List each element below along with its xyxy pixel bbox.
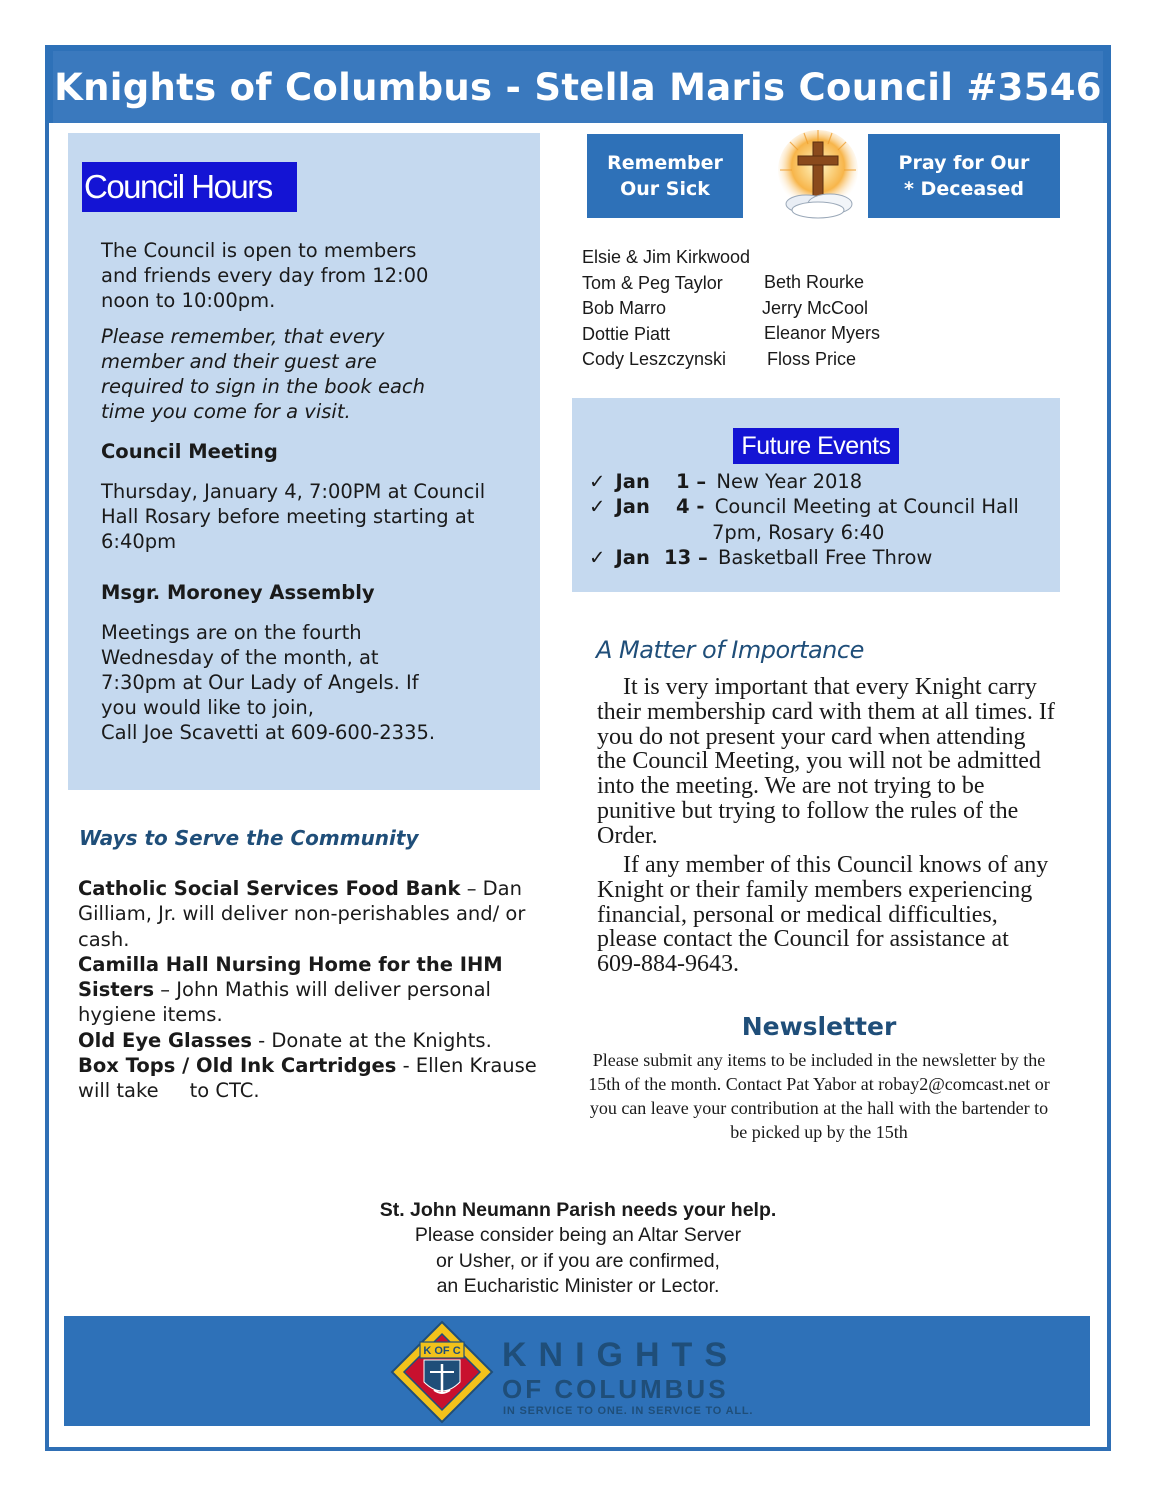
- event-item: ✓ Jan 4 - Council Meeting at Council Hall: [589, 495, 1019, 518]
- importance-paragraph-2: If any member of this Council knows of any Knight or their family members experiencing financial, personal or medical difficulties, please contact the Council for assistance at 609-884-9643.: [597, 852, 1049, 978]
- assembly-heading: Msgr. Moroney Assembly: [101, 581, 375, 604]
- footer-tagline: IN SERVICE TO ONE. IN SERVICE TO ALL.: [503, 1405, 754, 1417]
- parish-line: or Usher, or if you are confirmed,: [436, 1249, 720, 1272]
- parish-notice: [300, 1198, 856, 1299]
- cross-icon: [776, 128, 860, 220]
- name-item: Cody Leszczynski: [582, 349, 727, 369]
- footer-word-knights: KNIGHTS: [502, 1336, 739, 1374]
- assembly-text: Meetings are on the fourth Wednesday of the month, at 7:30pm at Our Lady of Angels. If you would like to join, Call Joe Scavetti at 609-600-2335.: [101, 621, 436, 744]
- knights-of-columbus-emblem: [390, 1320, 494, 1424]
- name-item: Elsie & Jim Kirkwood: [582, 247, 751, 267]
- community-list: [78, 876, 548, 1104]
- emblem-text: K OF C: [423, 1345, 461, 1357]
- council-meeting-heading: Council Meeting: [101, 440, 278, 463]
- community-item: Old Eye Glasses - Donate at the Knights.: [78, 1028, 492, 1052]
- name-item: Bob Marro: [582, 298, 667, 318]
- deceased-names-right: [764, 270, 880, 372]
- name-item: Eleanor Myers: [764, 323, 881, 343]
- pray-deceased-button: Pray for Our * Deceased: [868, 134, 1060, 218]
- name-item: Beth Rourke: [764, 272, 865, 292]
- parish-line: an Eucharistic Minister or Lector.: [436, 1274, 720, 1297]
- council-open-text: The Council is open to members and friends every day from 12:00 noon to 10:00pm.: [101, 239, 429, 312]
- newsletter-heading: Newsletter: [741, 1012, 897, 1041]
- future-events-title: Future Events: [733, 428, 899, 464]
- footer-word-of-columbus: OF COLUMBUS: [502, 1374, 729, 1404]
- name-item: Dottie Piatt: [582, 323, 671, 344]
- parish-line: Please consider being an Altar Server: [414, 1224, 742, 1247]
- community-item: Box Tops / Old Ink Cartridges - Ellen Krause will take to CTC.: [78, 1054, 543, 1103]
- check-icon: ✓: [589, 495, 606, 518]
- importance-heading: A Matter of Importance: [596, 636, 864, 664]
- community-item: Catholic Social Services Food Bank – Dan Gilliam, Jr. will deliver non-perishables and/ or cash.: [78, 877, 526, 951]
- name-item: Jerry McCool: [762, 297, 869, 318]
- event-item: ✓ Jan 1 – New Year 2018: [589, 470, 863, 493]
- community-heading: Ways to Serve the Community: [79, 826, 419, 850]
- name-item: Tom & Peg Taylor: [582, 272, 723, 293]
- newsletter-text: Please submit any items to be included in the newsletter by the 15th of the month. Contact Pat Yabor at robay2@comcast.net or you can leave your contribution at the hall with the bartender to be picked up by the 15th: [588, 1050, 1050, 1142]
- name-item: Floss Price: [767, 348, 857, 369]
- remember-sick-button: Remember Our Sick: [587, 134, 743, 218]
- header-banner: [45, 45, 1111, 123]
- sign-in-reminder: Please remember, that every member and their guest are required to sign in the book each time you come for a visit.: [101, 325, 425, 423]
- event-item: ✓ Jan 13 – Basketball Free Throw: [589, 546, 933, 569]
- check-icon: ✓: [589, 470, 606, 493]
- community-item: Camilla Hall Nursing Home for the IHM Sisters – John Mathis will deliver personal hygiene items.: [78, 952, 503, 1027]
- importance-paragraph-1: It is very important that every Knight carry their membership card with them at all times. If you do not present your card when attending the Council Meeting, you will not be admitted into the meeting. We are not trying to be punitive but trying to follow the rules of the Order.: [597, 674, 1055, 849]
- council-meeting-text: Thursday, January 4, 7:00PM at Council Hall Rosary before meeting starting at 6:40pm: [101, 480, 486, 553]
- council-hours-title: Council Hours: [82, 162, 297, 212]
- page-title: Knights of Columbus - Stella Maris Council #3546: [54, 65, 1102, 109]
- sick-names-left: [582, 245, 750, 373]
- event-item-continuation: 7pm, Rosary 6:40: [712, 521, 885, 544]
- parish-heading: St. John Neumann Parish needs your help.: [379, 1199, 777, 1221]
- check-icon: ✓: [589, 546, 606, 569]
